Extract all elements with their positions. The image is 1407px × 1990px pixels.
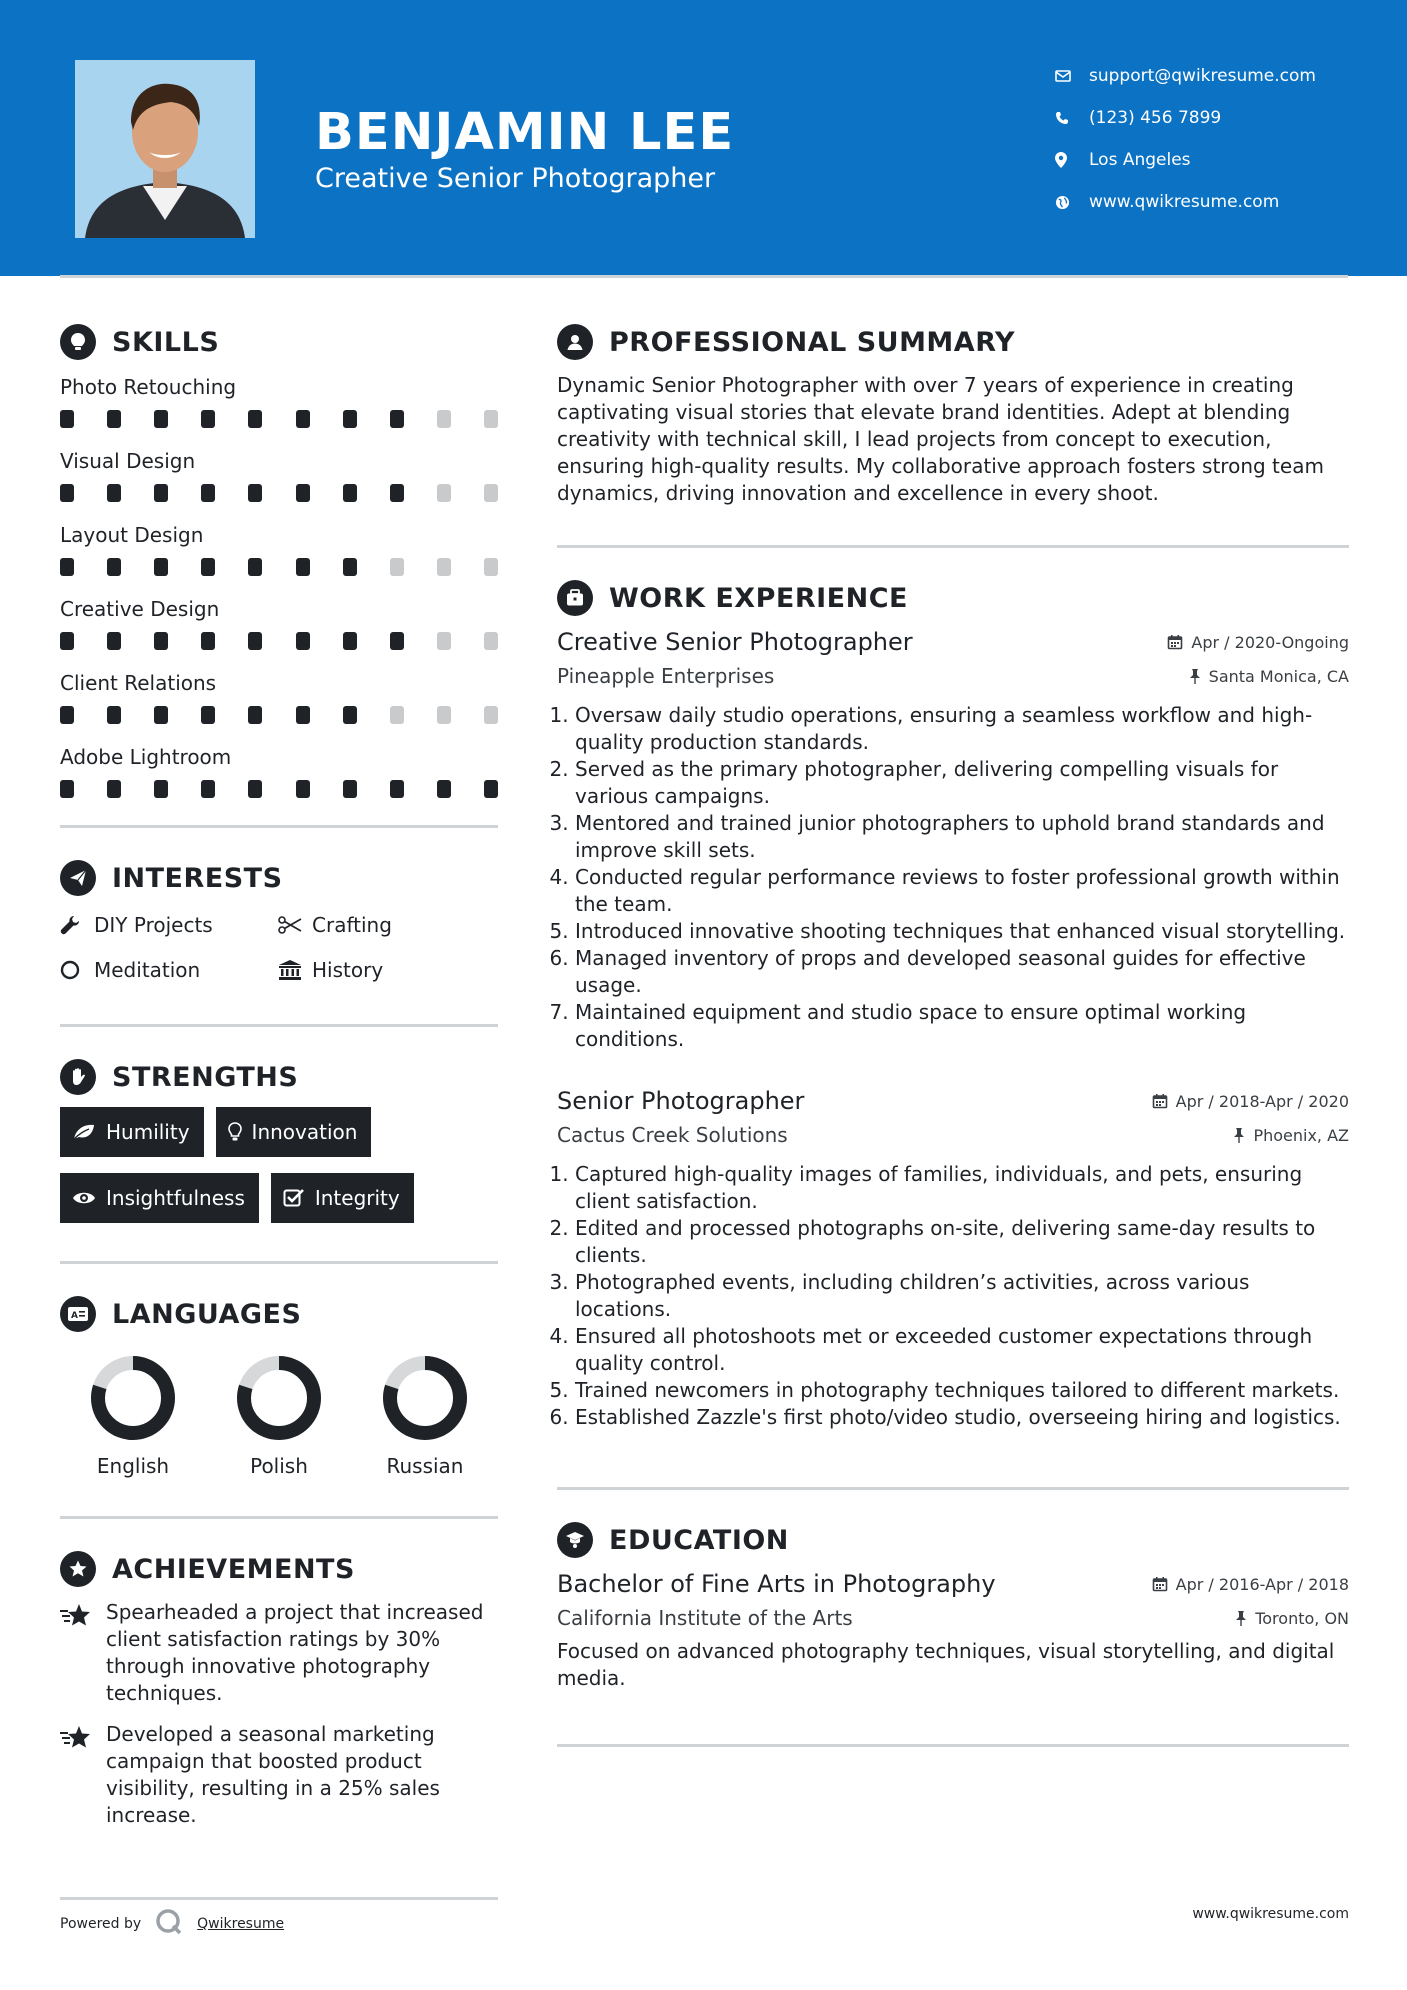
school-name: California Institute of the Arts	[557, 1606, 853, 1630]
language-proficiency-ring	[235, 1354, 323, 1442]
language-name: Polish	[250, 1454, 308, 1478]
skills-section	[60, 322, 498, 816]
qwikresume-logo-icon	[155, 1908, 183, 1940]
strength-badge	[60, 1107, 204, 1157]
company-name: Pineapple Enterprises	[557, 664, 775, 688]
briefcase-icon	[557, 580, 593, 616]
strengths-section	[60, 1057, 498, 1223]
skill-rating-dot	[60, 484, 74, 502]
header-divider	[60, 275, 1348, 278]
paper-plane-icon	[60, 860, 96, 896]
skill-rating-dot	[343, 706, 357, 724]
education-description: Focused on advanced photography techniques, visual storytelling, and digital media.	[557, 1639, 1335, 1690]
globe-icon	[1055, 195, 1089, 210]
skill-rating-dot	[296, 780, 310, 798]
language-item	[206, 1354, 352, 1478]
job-title: Senior Photographer	[557, 1087, 805, 1115]
education-dates-text: Apr / 2016-Apr / 2018	[1175, 1574, 1349, 1594]
interest-item	[278, 953, 498, 986]
strength-badge	[60, 1173, 259, 1223]
skill-name: Visual Design	[60, 449, 196, 473]
calendar-icon	[1152, 1576, 1168, 1592]
summary-text: Dynamic Senior Photographer with over 7 years of experience in creating captivating visual stories that elevate brand identities. Adept at blending creativity with technical skill, I lead projects from concept to execution, ensuring high-quality results. My collaborative approach fosters strong team dynamics, driving innovation and excellence in every shoot.	[557, 373, 1324, 505]
education-dates	[1152, 1575, 1349, 1594]
job-duty: 2. Edited and processed photographs on-site, delivering same-day results to clients.	[575, 1215, 1349, 1269]
section-divider	[60, 1516, 498, 1519]
job-location-text: Phoenix, AZ	[1253, 1125, 1349, 1145]
job-dates	[1152, 1092, 1349, 1111]
job-duty: 6. Managed inventory of props and developed seasonal guides for effective usage.	[575, 945, 1349, 999]
achievements-list	[60, 1599, 498, 1829]
interests-heading: INTERESTS	[112, 862, 283, 894]
strength-label: Humility	[106, 1120, 190, 1144]
job-duties	[575, 1161, 1349, 1431]
leaf-icon	[72, 1123, 96, 1141]
contact-website-text: www.qwikresume.com	[1089, 192, 1280, 212]
wrench-icon	[60, 915, 94, 935]
skill-rating-dot	[437, 780, 451, 798]
skill-rating-dot	[201, 632, 215, 650]
calendar-icon	[1152, 1093, 1168, 1109]
languages-section	[60, 1294, 498, 1478]
skill-rating-dot	[343, 484, 357, 502]
skill-rating-dot	[201, 706, 215, 724]
job-duty: 5. Introduced innovative shooting techniques that enhanced visual storytelling.	[575, 918, 1349, 945]
job-duty: 2. Served as the primary photographer, delivering compelling visuals for various campaigns.	[575, 756, 1349, 810]
skill-rating-dot	[154, 410, 168, 428]
skill-rating-dot	[60, 410, 74, 428]
job-location	[1233, 1126, 1349, 1145]
skill-rating-dot	[154, 780, 168, 798]
language-name: English	[96, 1454, 170, 1478]
qwikresume-link[interactable]: Qwikresume	[197, 1916, 285, 1932]
skill-rating-dot	[107, 484, 121, 502]
skill-rating-dot	[60, 780, 74, 798]
star-badge-icon	[60, 1551, 96, 1587]
skill-rating-dot	[60, 632, 74, 650]
skill-rating	[60, 550, 498, 594]
skill-rating-dot	[60, 558, 74, 576]
language-name: Russian	[386, 1454, 464, 1478]
calendar-icon	[1167, 634, 1183, 650]
strength-label: Integrity	[314, 1186, 400, 1210]
powered-by-text: Powered by	[60, 1916, 142, 1932]
experience-heading: WORK EXPERIENCE	[609, 582, 908, 614]
skills-heading: SKILLS	[112, 326, 220, 358]
skill-rating-dot	[343, 780, 357, 798]
skill-name: Client Relations	[60, 671, 217, 695]
job-entry	[557, 1087, 1349, 1431]
interests-section	[60, 858, 498, 986]
skill-rating-dot	[107, 410, 121, 428]
achievements-heading: ACHIEVEMENTS	[112, 1553, 355, 1585]
skill-name: Photo Retouching	[60, 375, 237, 399]
contact-website[interactable]	[1055, 181, 1375, 223]
skill-rating-dot	[437, 632, 451, 650]
job-duties	[575, 702, 1349, 1053]
language-proficiency-ring	[381, 1354, 469, 1442]
summary-heading: PROFESSIONAL SUMMARY	[609, 326, 1016, 358]
achievements-section	[60, 1549, 498, 1829]
skill-rating-dot	[154, 558, 168, 576]
check-square-icon	[283, 1188, 305, 1208]
degree-title: Bachelor of Fine Arts in Photography	[557, 1570, 996, 1598]
strengths-list	[60, 1107, 498, 1223]
skill-rating	[60, 624, 498, 668]
section-divider	[60, 1024, 498, 1027]
education-section	[557, 1520, 1349, 1692]
skill-rating-dot	[484, 706, 498, 724]
job-dates	[1167, 633, 1349, 652]
languages-heading: LANGUAGES	[112, 1298, 302, 1330]
skill-rating-dot	[154, 706, 168, 724]
skills-list	[60, 372, 498, 816]
interest-label: Meditation	[94, 957, 201, 982]
job-duty: 3. Photographed events, including children’s activities, across various locations.	[575, 1269, 1349, 1323]
language-item	[60, 1354, 206, 1478]
languages-list	[60, 1354, 498, 1478]
job-title: Creative Senior Photographer	[557, 628, 913, 656]
experience-section	[557, 578, 1349, 1431]
education-location	[1235, 1609, 1349, 1628]
education-location-text: Toronto, ON	[1255, 1608, 1349, 1628]
contact-info	[1055, 55, 1375, 223]
skill-rating-dot	[484, 484, 498, 502]
job-duty: 7. Maintained equipment and studio space to ensure optimal working conditions.	[575, 999, 1349, 1053]
contact-location	[1055, 139, 1375, 181]
skill-rating	[60, 698, 498, 742]
bank-icon	[278, 959, 312, 981]
right-column	[557, 322, 1349, 1747]
lightbulb-icon	[228, 1122, 242, 1142]
skill-rating-dot	[484, 632, 498, 650]
strength-badge	[216, 1107, 372, 1157]
skill-rating-dot	[343, 410, 357, 428]
skill-rating-dot	[484, 558, 498, 576]
skill-rating-dot	[107, 706, 121, 724]
achievement-text: Developed a seasonal marketing campaign that boosted product visibility, resulting in a 25% sales increase.	[106, 1722, 440, 1827]
skill-rating-dot	[60, 706, 74, 724]
pushpin-icon	[1235, 1610, 1247, 1626]
interest-item	[60, 908, 278, 941]
job-duty: 1. Oversaw daily studio operations, ensuring a seamless workflow and high-quality production standards.	[575, 702, 1349, 756]
svg-text:A: A	[71, 1311, 78, 1321]
achievement-text: Spearheaded a project that increased client satisfaction ratings by 30% through innovative photography techniques.	[106, 1600, 484, 1705]
skill-rating-dot	[437, 706, 451, 724]
pushpin-icon	[1233, 1127, 1245, 1143]
footer-powered-by	[60, 1897, 498, 1940]
contact-email-text: support@qwikresume.com	[1089, 66, 1316, 86]
skill-rating-dot	[107, 558, 121, 576]
skill-rating-dot	[390, 706, 404, 724]
job-dates-text: Apr / 2018-Apr / 2020	[1175, 1091, 1349, 1111]
skill-rating-dot	[201, 410, 215, 428]
skill-rating-dot	[343, 632, 357, 650]
job-entry	[557, 628, 1349, 1053]
star-icon	[60, 1721, 106, 1829]
phone-icon	[1055, 111, 1089, 125]
interest-label: DIY Projects	[94, 912, 213, 937]
section-divider	[557, 1744, 1349, 1747]
skill-rating-dot	[296, 484, 310, 502]
interest-label: History	[312, 957, 384, 982]
skill-rating-dot	[107, 632, 121, 650]
candidate-title: Creative Senior Photographer	[315, 163, 716, 194]
skill-rating-dot	[201, 780, 215, 798]
contact-email[interactable]	[1055, 55, 1375, 97]
skill-name: Adobe Lightroom	[60, 745, 232, 769]
skill-rating-dot	[390, 558, 404, 576]
skill-rating-dot	[437, 484, 451, 502]
interest-label: Crafting	[312, 912, 392, 937]
job-duty: 4. Conducted regular performance reviews to foster professional growth within the team.	[575, 864, 1349, 918]
lightbulb-icon	[60, 324, 96, 360]
skill-rating	[60, 772, 498, 816]
job-duty: 6. Established Zazzle's first photo/video studio, overseeing hiring and logistics.	[575, 1404, 1349, 1431]
job-duty: 5. Trained newcomers in photography techniques tailored to different markets.	[575, 1377, 1349, 1404]
skill-rating-dot	[390, 780, 404, 798]
skill-rating-dot	[201, 558, 215, 576]
strength-badge	[271, 1173, 414, 1223]
skill-rating-dot	[437, 410, 451, 428]
skill-rating-dot	[296, 632, 310, 650]
section-divider	[60, 825, 498, 828]
contact-location-text: Los Angeles	[1089, 150, 1191, 170]
skill-rating-dot	[248, 484, 262, 502]
skill-rating-dot	[154, 632, 168, 650]
section-divider	[60, 1261, 498, 1264]
strength-label: Innovation	[251, 1120, 358, 1144]
interest-item	[60, 953, 278, 986]
strength-label: Insightfulness	[106, 1186, 245, 1210]
company-name: Cactus Creek Solutions	[557, 1123, 788, 1147]
hand-icon	[60, 1059, 96, 1095]
skill-rating-dot	[437, 558, 451, 576]
skill-rating-dot	[107, 780, 121, 798]
language-proficiency-ring	[89, 1354, 177, 1442]
skill-rating-dot	[390, 632, 404, 650]
strengths-heading: STRENGTHS	[112, 1061, 299, 1093]
skill-rating-dot	[201, 484, 215, 502]
scissors-icon	[278, 916, 312, 934]
footer-website[interactable]: www.qwikresume.com	[1192, 1906, 1349, 1922]
circle-icon	[60, 960, 94, 980]
contact-phone[interactable]	[1055, 97, 1375, 139]
language-item	[352, 1354, 498, 1478]
skill-rating	[60, 476, 498, 520]
job-location	[1189, 667, 1349, 686]
skill-rating-dot	[484, 410, 498, 428]
skill-rating-dot	[484, 780, 498, 798]
eye-icon	[72, 1190, 96, 1206]
job-duty: 4. Ensured all photoshoots met or exceeded customer expectations through quality control.	[575, 1323, 1349, 1377]
graduate-icon	[557, 1522, 593, 1558]
map-marker-icon	[1055, 152, 1089, 168]
left-column	[60, 322, 498, 1843]
skill-rating-dot	[390, 484, 404, 502]
section-divider	[557, 545, 1349, 548]
language-card-icon	[60, 1296, 96, 1332]
contact-phone-text: (123) 456 7899	[1089, 108, 1222, 128]
skill-rating-dot	[248, 632, 262, 650]
pushpin-icon	[1189, 668, 1201, 684]
skill-rating-dot	[248, 780, 262, 798]
skill-rating-dot	[248, 410, 262, 428]
star-icon	[60, 1599, 106, 1707]
job-duty: 3. Mentored and trained junior photographers to uphold brand standards and improve skill sets.	[575, 810, 1349, 864]
interest-item	[278, 908, 498, 941]
skill-rating	[60, 402, 498, 446]
candidate-name: BENJAMIN LEE	[315, 103, 735, 162]
skill-rating-dot	[248, 706, 262, 724]
achievement-item	[60, 1721, 498, 1829]
resume-header	[0, 0, 1407, 276]
job-location-text: Santa Monica, CA	[1208, 666, 1349, 686]
skill-rating-dot	[390, 410, 404, 428]
skill-rating-dot	[296, 558, 310, 576]
education-heading: EDUCATION	[609, 1524, 789, 1556]
interests-list	[60, 908, 498, 986]
skill-rating-dot	[248, 558, 262, 576]
envelope-icon	[1055, 70, 1089, 82]
user-icon	[557, 324, 593, 360]
skill-rating-dot	[296, 410, 310, 428]
skill-rating-dot	[154, 484, 168, 502]
skill-rating-dot	[296, 706, 310, 724]
summary-section	[557, 322, 1349, 507]
achievement-item	[60, 1599, 498, 1707]
skill-name: Creative Design	[60, 597, 220, 621]
skill-name: Layout Design	[60, 523, 204, 547]
skill-rating-dot	[343, 558, 357, 576]
job-dates-text: Apr / 2020-Ongoing	[1191, 632, 1349, 652]
job-duty: 1. Captured high-quality images of families, individuals, and pets, ensuring client satisfaction.	[575, 1161, 1349, 1215]
profile-photo	[75, 60, 255, 238]
section-divider	[557, 1487, 1349, 1490]
